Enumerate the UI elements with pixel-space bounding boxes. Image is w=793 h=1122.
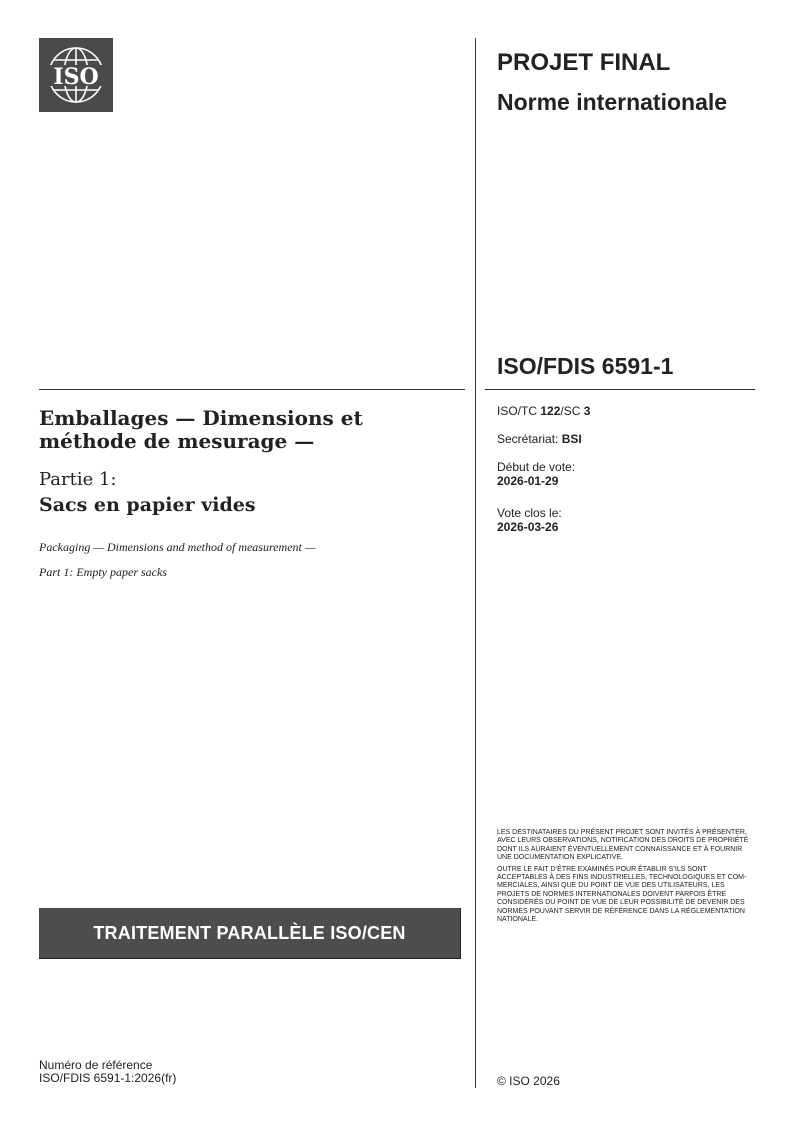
notice-paragraph-2: OUTRE LE FAIT D’ÊTRE EXAMINÉS POUR ÉTABLIR S’ILS SONT ACCEPTABLES À DES FINS INDUSTRIELLES, TECHNOLOGIQUES ET COM-MERCIALES, AINSI QUE DU POINT DE VUE DES UTILISATEURS, LES PROJETS DE NORMES INTERNATIONALES DOIVENT PARFOIS ÊTRE CONSIDÉRÉS DU POINT DE VUE DE LEUR POSSIBILITÉ DE DEVENIR DES NORMES POUVANT SERVIR DE RÉFÉRENCE DANS LA RÉGLEMENTATION NATIONALE. <box>497 865 747 924</box>
secretariat: Secrétariat: BSI <box>497 432 582 446</box>
vote-end <box>497 506 562 534</box>
parallel-processing-banner: TRAITEMENT PARALLÈLE ISO/CEN <box>39 908 461 959</box>
reference-number-label: Numéro de référence <box>39 1058 153 1072</box>
committee: ISO/TC 122/SC 3 <box>497 404 591 418</box>
logo-text: ISO <box>53 64 99 90</box>
left-horizontal-divider <box>39 389 465 390</box>
main-title: Emballages — Dimensions et méthode de mesurage — <box>39 406 363 453</box>
iso-globe-icon <box>39 38 113 112</box>
copyright: © ISO 2026 <box>497 1074 560 1088</box>
right-horizontal-divider <box>485 389 755 390</box>
vote-start <box>497 460 575 488</box>
vote-start-label: Début de vote: <box>497 460 576 474</box>
vote-end-date: 2026-03-26 <box>497 520 559 534</box>
part-label: Partie 1: <box>39 469 117 490</box>
english-title-line2: Part 1: Empty paper sacks <box>39 565 167 579</box>
reference-number: ISO/FDIS 6591-1:2026(fr) <box>39 1071 177 1085</box>
document-number: ISO/FDIS 6591-1 <box>497 353 674 379</box>
vote-start-date: 2026-01-29 <box>497 474 559 488</box>
part-title: Sacs en papier vides <box>39 494 256 516</box>
document-status: PROJET FINAL <box>497 49 671 76</box>
document-type: Norme internationale <box>497 89 728 115</box>
iso-logo <box>39 38 113 112</box>
english-title-line1: Packaging — Dimensions and method of measurement — <box>39 540 316 554</box>
vote-end-label: Vote clos le: <box>497 506 562 520</box>
notice-paragraph-1: LES DESTINATAIRES DU PRÉSENT PROJET SONT INVITÉS À PRÉSENTER, AVEC LEURS OBSERVATIONS, NOTIFICATION DES DROITS DE PROPRIÉTÉ DONT ILS AURAIENT ÉVENTUELLEMENT CONNAISSANCE ET À FOURNIR UNE DOCUMENTATION EXPLICATIVE. <box>497 829 749 862</box>
recipient-notice <box>497 829 757 927</box>
vertical-divider <box>475 38 476 1088</box>
